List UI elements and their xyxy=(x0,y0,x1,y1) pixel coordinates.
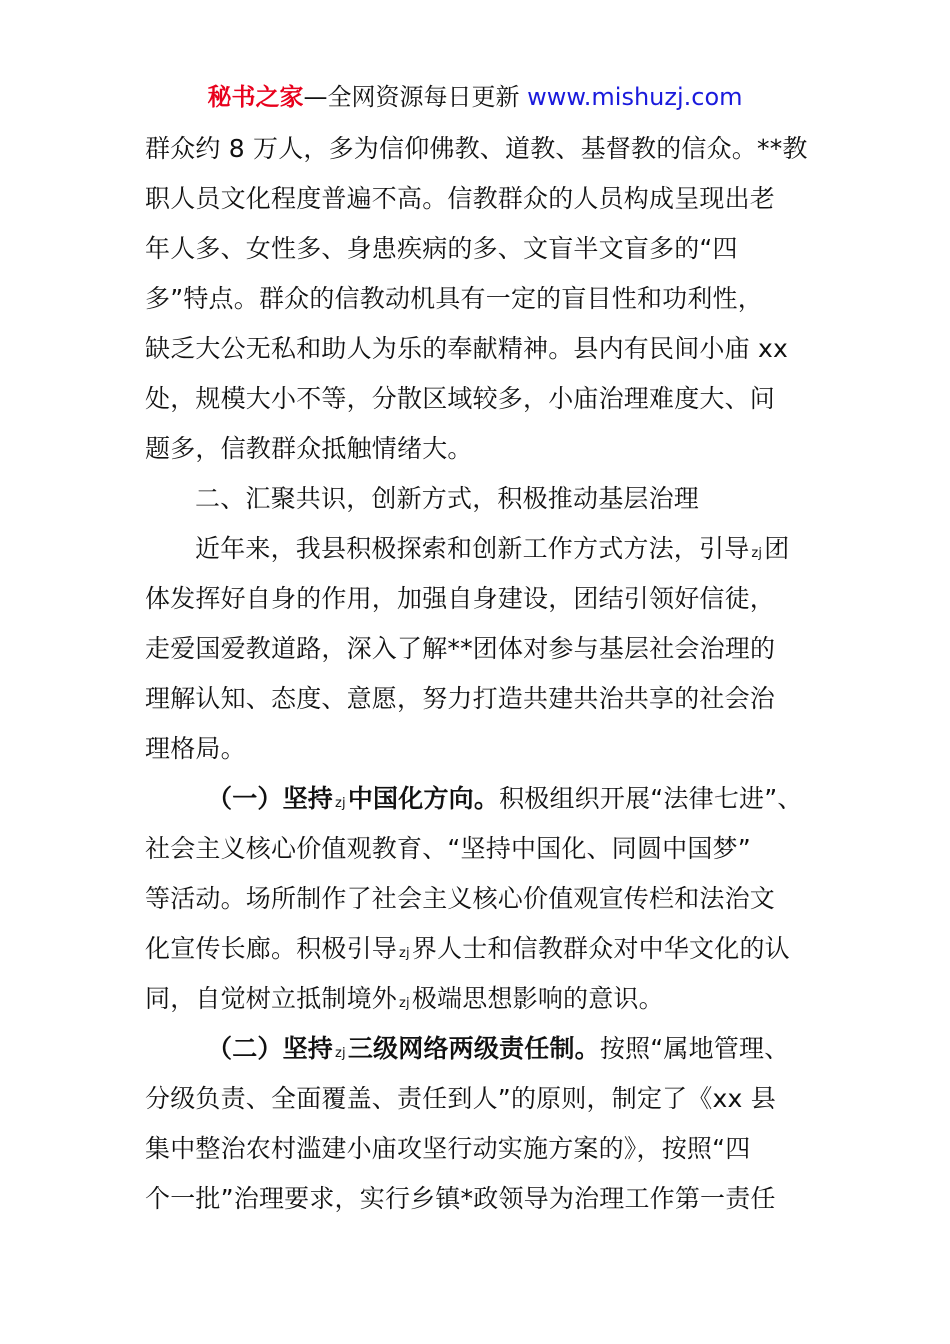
text-line xyxy=(145,974,810,1024)
document-body xyxy=(145,124,810,1224)
text-line: 个一批”治理要求，实行乡镇*政领导为治理工作第一责任 xyxy=(145,1184,776,1213)
text-line: 等活动。场所制作了社会主义核心价值观宣传栏和法治文 xyxy=(145,884,776,913)
text-line: 年人多、女性多、身患疾病的多、文盲半文盲多的“四 xyxy=(145,234,738,263)
text-span: 化宣传长廊。积极引导 xyxy=(145,934,398,963)
subsection-title: （一）坚持 xyxy=(207,784,334,813)
text-line: 走爱国爱教道路，深入了解**团体对参与基层社会治理的 xyxy=(145,634,776,663)
text-line: 处，规模大小不等，分散区域较多，小庙治理难度大、问 xyxy=(145,384,776,413)
subsection-title: 中国化方向。 xyxy=(347,784,500,813)
text-line: 职人员文化程度普遍不高。信教群众的人员构成呈现出老 xyxy=(145,184,776,213)
site-header xyxy=(0,80,950,114)
paragraph-start xyxy=(145,524,810,574)
subsection-title: 三级网络两级责任制。 xyxy=(347,1034,600,1063)
text-span: 同，自觉树立抵制境外 xyxy=(145,984,398,1013)
site-url-link[interactable]: www.mishuzj.com xyxy=(527,83,743,111)
text-line: 缺乏大公无私和助人为乐的奉献精神。县内有民间小庙 xx xyxy=(145,334,788,363)
abbrev-mark: zj xyxy=(335,796,346,811)
subsection-title: （二）坚持 xyxy=(207,1034,334,1063)
text-span: 界人士和信教群众对中华文化的认 xyxy=(411,934,790,963)
abbrev-mark: zj xyxy=(399,996,410,1011)
section-heading: 二、汇聚共识，创新方式，积极推动基层治理 xyxy=(195,484,700,513)
subsection-2 xyxy=(145,1024,810,1074)
text-line: 群众约 8 万人，多为信仰佛教、道教、基督教的信众。**教 xyxy=(145,134,808,163)
text-line: 题多，信教群众抵触情绪大。 xyxy=(145,434,473,463)
text-line xyxy=(145,924,810,974)
text-line: 体发挥好自身的作用，加强自身建设，团结引领好信徒， xyxy=(145,584,776,613)
site-brand: 秘书之家 xyxy=(207,83,304,111)
text-span: 近年来，我县积极探索和创新工作方式方法，引导 xyxy=(195,534,750,563)
text-span: 极端思想影响的意识。 xyxy=(411,984,664,1013)
text-line: 分级负责、全面覆盖、责任到人”的原则，制定了《xx 县 xyxy=(145,1084,776,1113)
abbrev-mark: zj xyxy=(399,946,410,961)
abbrev-mark: zj xyxy=(751,546,763,561)
text-line: 理格局。 xyxy=(145,734,246,763)
abbrev-mark: zj xyxy=(335,1046,346,1061)
text-line: 多”特点。群众的信教动机具有一定的盲目性和功利性， xyxy=(145,284,763,313)
text-span: 按照“属地管理、 xyxy=(599,1034,790,1063)
text-span: 积极组织开展“法律七进”、 xyxy=(499,784,803,813)
site-tagline: —全网资源每日更新 xyxy=(303,83,528,111)
text-line: 社会主义核心价值观教育、“坚持中国化、同圆中国梦” xyxy=(145,834,751,863)
text-span: 团 xyxy=(764,534,790,563)
text-line: 理解认知、态度、意愿，努力打造共建共治共享的社会治 xyxy=(145,684,776,713)
subsection-1 xyxy=(145,774,810,824)
text-line: 集中整治农村滥建小庙攻坚行动实施方案的》，按照“四 xyxy=(145,1134,751,1163)
